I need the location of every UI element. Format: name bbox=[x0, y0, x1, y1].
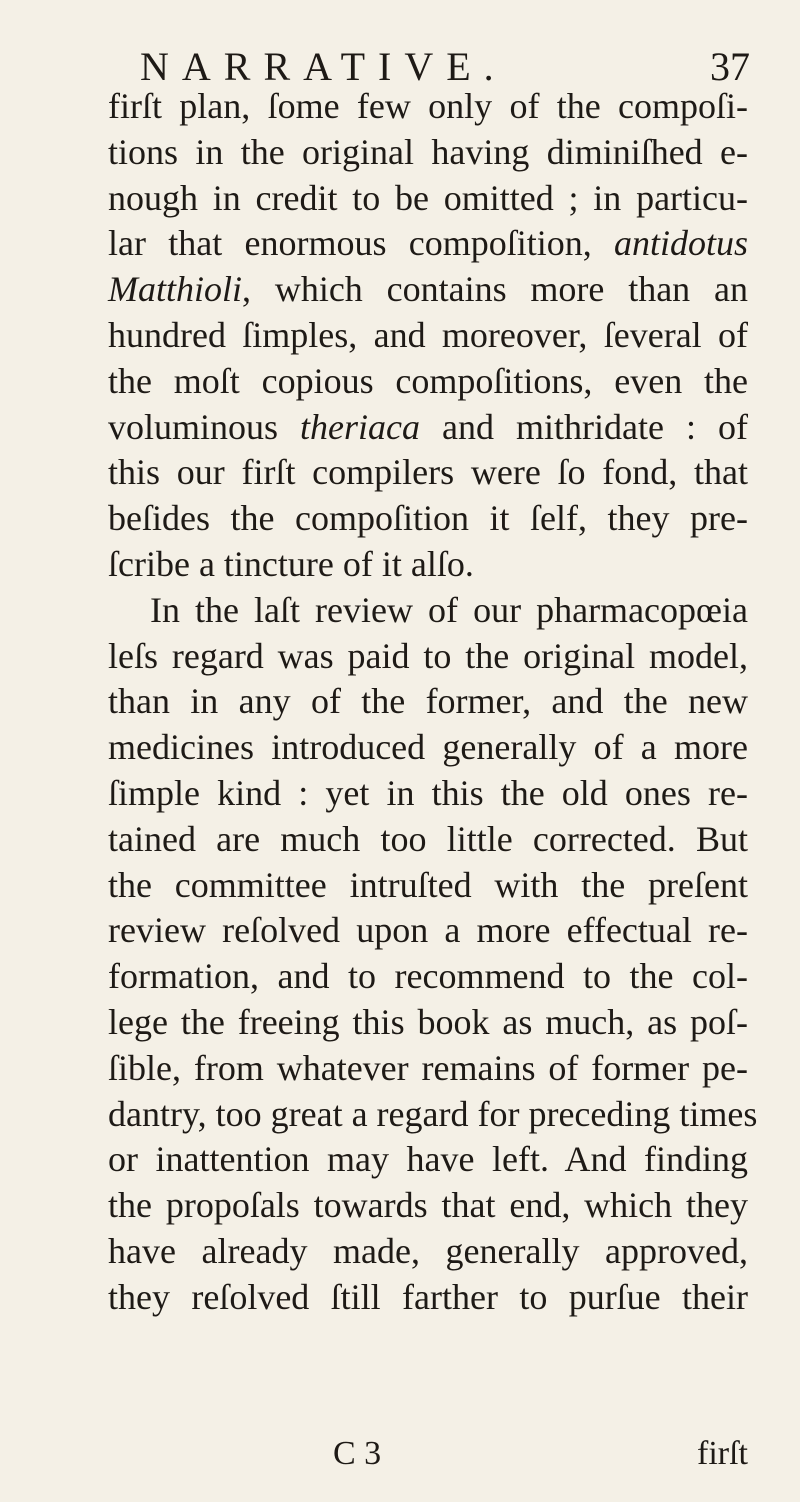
line-text: medicines introduced generally of a more bbox=[108, 727, 748, 768]
text-line bbox=[108, 221, 748, 267]
text-line bbox=[108, 1137, 748, 1183]
line-text: voluminous bbox=[108, 406, 301, 447]
line-text: lege the freeing this book as much, as poſ- bbox=[108, 1001, 748, 1042]
text-line bbox=[108, 817, 748, 863]
text-line bbox=[108, 267, 748, 313]
text-line bbox=[108, 954, 748, 1000]
text-line bbox=[108, 771, 748, 817]
text-line bbox=[108, 588, 748, 634]
text-line bbox=[108, 1229, 748, 1275]
signature-mark: C 3 bbox=[333, 1435, 382, 1472]
running-title: NARRATIVE. bbox=[140, 44, 507, 89]
line-text: this our firſt compilers were ſo fond, that bbox=[108, 452, 748, 493]
line-text: tained are much too little corrected. But bbox=[108, 818, 748, 859]
line-text: leſs regard was paid to the original model, bbox=[108, 635, 748, 676]
text-line bbox=[108, 1000, 748, 1046]
line-text: or inattention may have left. And finding bbox=[108, 1139, 748, 1180]
line-text: the committee intruſted with the preſent bbox=[108, 864, 748, 905]
text-line bbox=[108, 450, 748, 496]
text-line bbox=[108, 725, 748, 771]
text-line bbox=[108, 313, 748, 359]
text-line bbox=[108, 1046, 748, 1092]
line-text: the moſt copious compoſitions, even the bbox=[108, 360, 748, 401]
italic-term: antidotus bbox=[613, 223, 748, 264]
line-text: , which contains more than an bbox=[242, 269, 748, 310]
text-line bbox=[108, 176, 748, 222]
line-text: ſible, from whatever remains of former pe- bbox=[108, 1047, 748, 1088]
line-text: beſides the compoſition it ſelf, they pre- bbox=[108, 498, 748, 539]
text-line bbox=[108, 542, 748, 588]
text-line bbox=[108, 1092, 758, 1138]
text-line bbox=[108, 1183, 748, 1229]
italic-term: theriaca bbox=[300, 406, 421, 447]
body-text bbox=[108, 84, 758, 1321]
page-footer bbox=[108, 1434, 748, 1474]
line-text: they reſolved ſtill farther to purſue their bbox=[108, 1276, 748, 1317]
line-text: tions in the original having diminiſhed e- bbox=[108, 131, 748, 172]
text-line bbox=[108, 359, 748, 405]
text-line bbox=[108, 908, 748, 954]
text-line bbox=[108, 863, 748, 909]
line-text: dantry, too great a regard for preceding times bbox=[108, 1093, 758, 1134]
text-line bbox=[108, 405, 748, 451]
text-line bbox=[108, 84, 748, 130]
catchword: firſt bbox=[697, 1435, 748, 1472]
text-line bbox=[108, 634, 748, 680]
text-line bbox=[108, 496, 748, 542]
line-text: firſt plan, ſome few only of the compoſi- bbox=[108, 86, 748, 126]
line-text: lar that enormous compoſition, bbox=[108, 223, 614, 264]
italic-term: Matthioli bbox=[108, 269, 242, 310]
line-text: nough in credit to be omitted ; in particu- bbox=[108, 177, 748, 218]
line-text: formation, and to recommend to the col- bbox=[108, 956, 748, 997]
line-text: ſimple kind : yet in this the old ones re- bbox=[108, 772, 748, 813]
page-number: 37 bbox=[710, 44, 750, 89]
line-text: review reſolved upon a more effectual re- bbox=[108, 910, 748, 951]
text-line bbox=[108, 1275, 748, 1321]
text-line bbox=[108, 130, 748, 176]
text-line bbox=[108, 679, 748, 725]
line-text: and mithridate : of bbox=[420, 406, 748, 447]
line-text: ſcribe a tincture of it alſo. bbox=[108, 543, 474, 584]
line-text: than in any of the former, and the new bbox=[108, 681, 748, 722]
line-text: hundred ſimples, and moreover, ſeveral of bbox=[108, 314, 748, 355]
line-text: the propoſals towards that end, which they bbox=[108, 1185, 748, 1226]
line-text: In the laſt review of our pharmacopœia bbox=[150, 589, 748, 630]
line-text: have already made, generally approved, bbox=[108, 1230, 748, 1271]
